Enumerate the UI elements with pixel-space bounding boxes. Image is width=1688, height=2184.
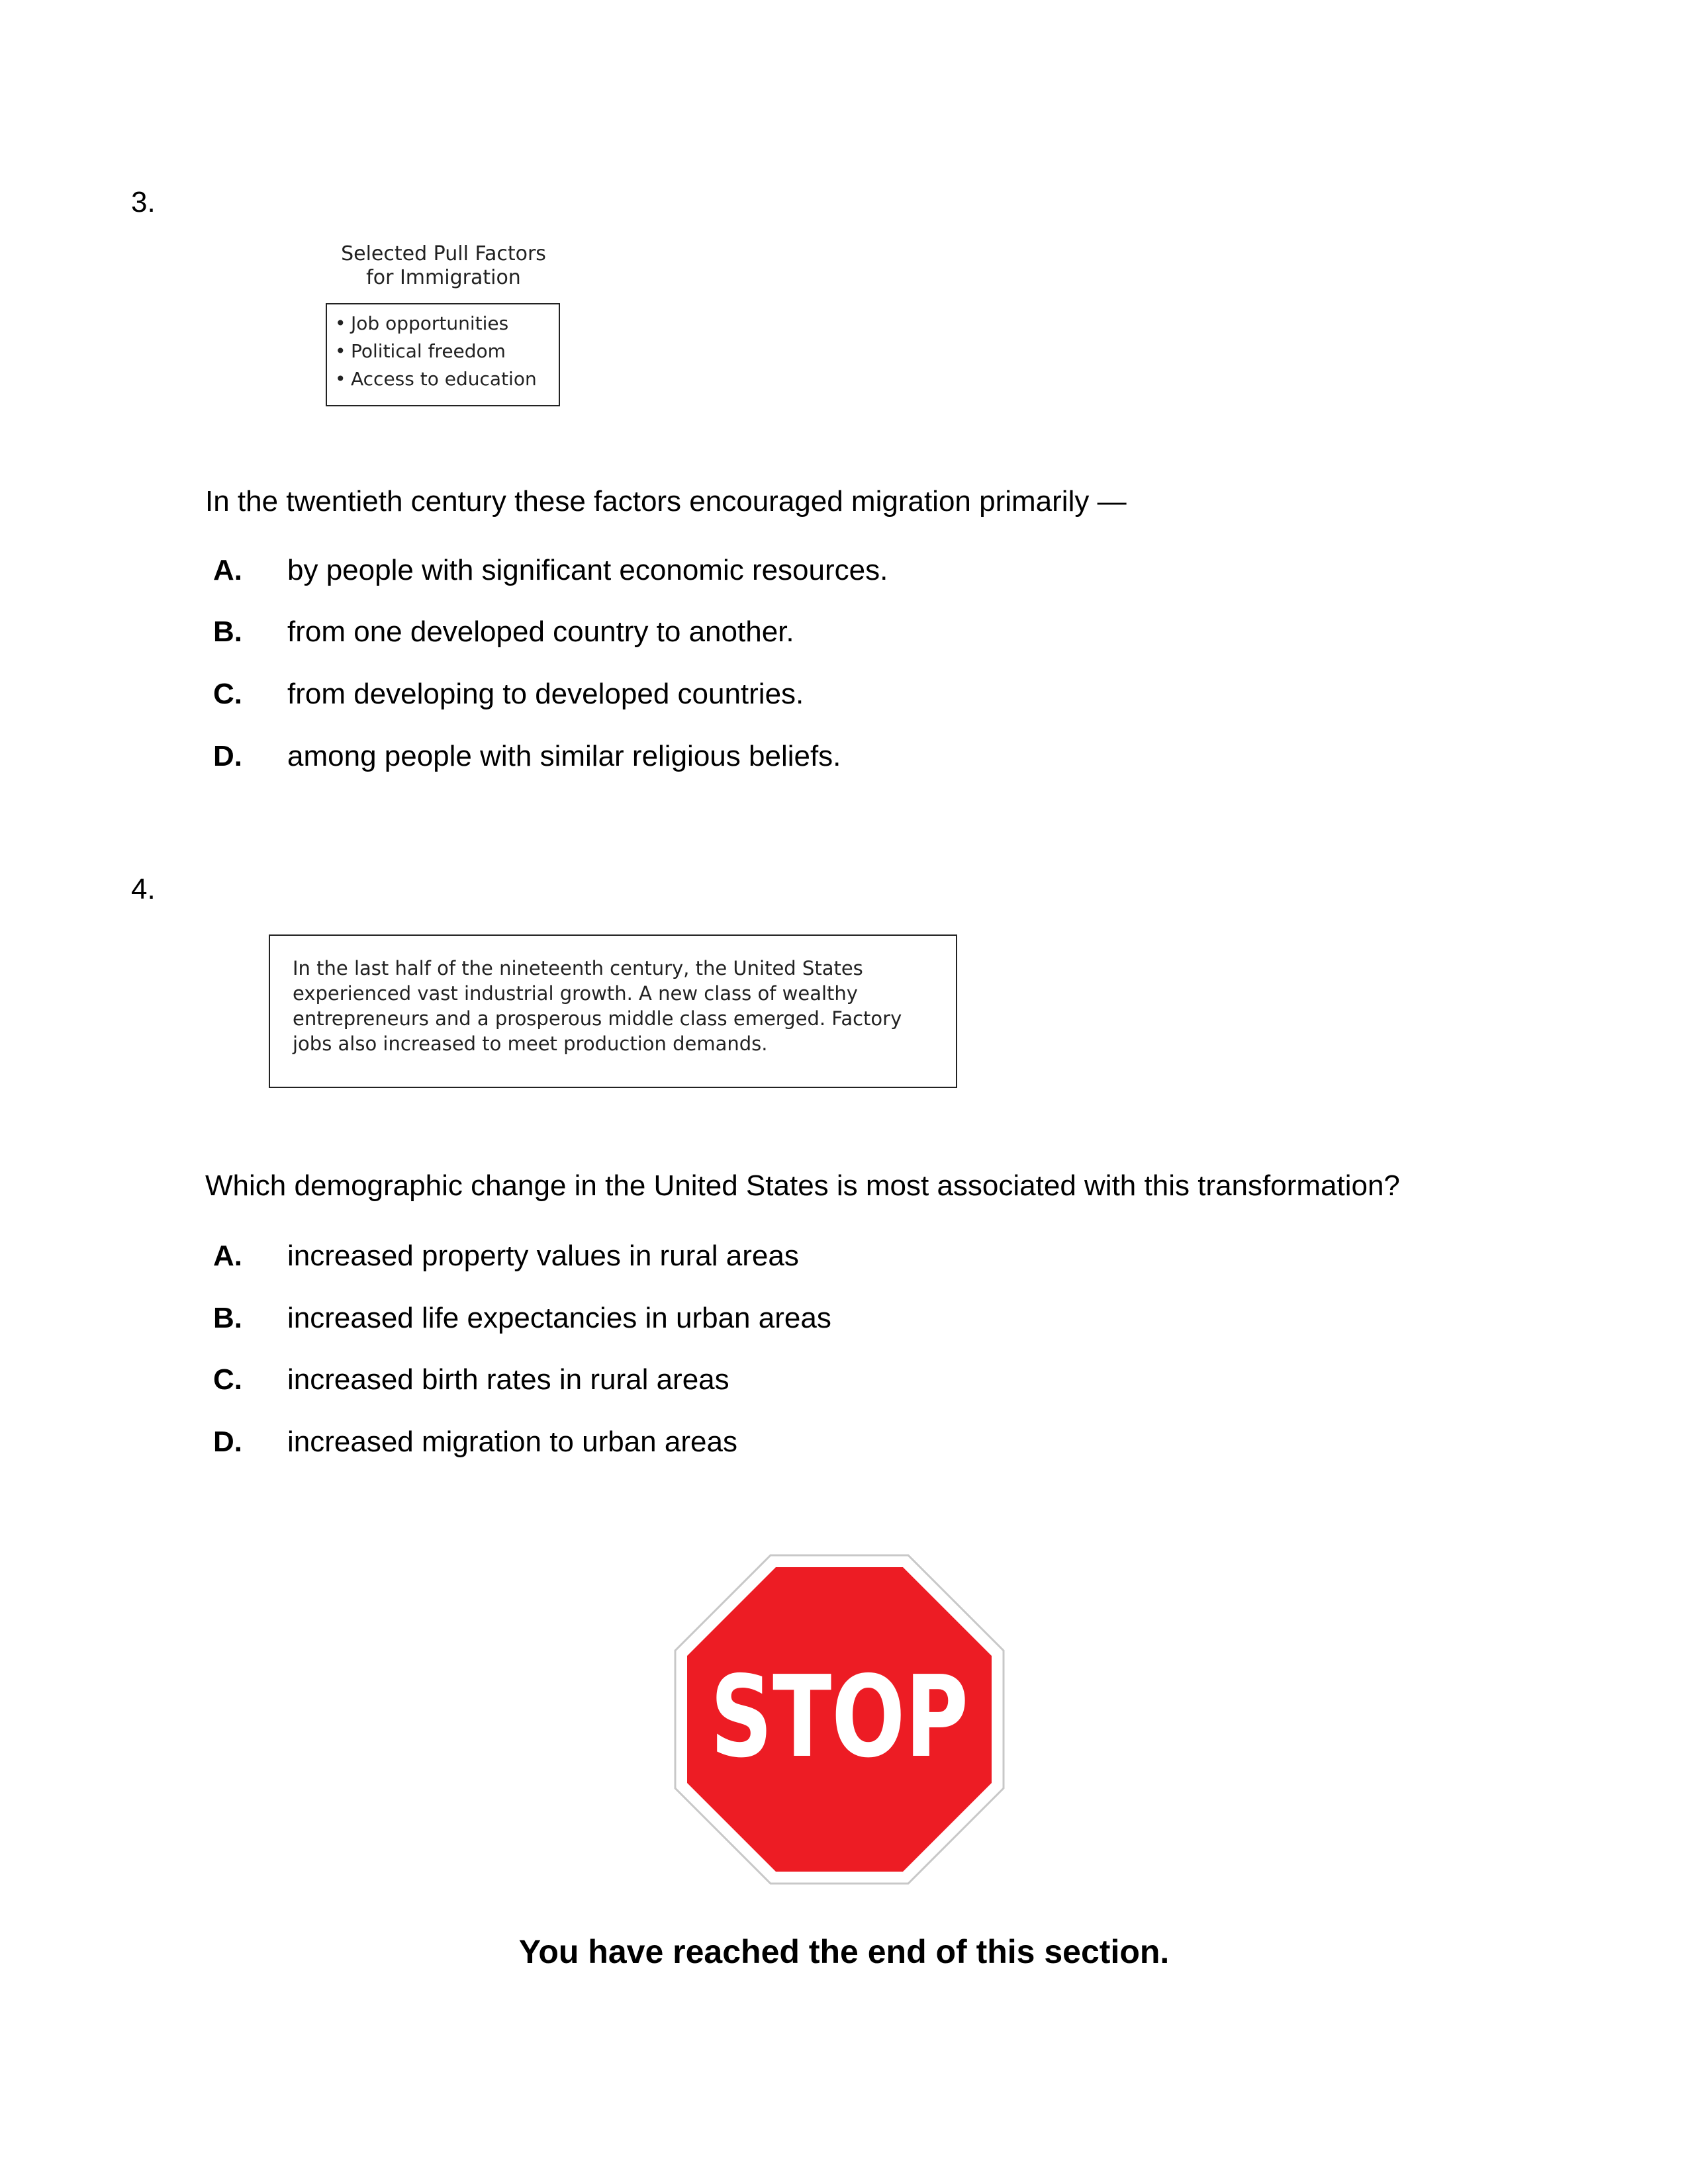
choice-letter: B. xyxy=(213,615,242,648)
choice-letter: C. xyxy=(213,1363,242,1396)
stimulus-title-line: for Immigration xyxy=(366,266,521,289)
stop-sign-icon xyxy=(674,1554,1005,1885)
choice-text: by people with significant economic resources. xyxy=(287,554,888,586)
question-number: 4. xyxy=(131,873,156,905)
choice-text: increased birth rates in rural areas xyxy=(287,1363,729,1396)
choice-text: from one developed country to another. xyxy=(287,615,794,648)
choice-letter: A. xyxy=(213,554,242,586)
choice-letter: A. xyxy=(213,1240,242,1272)
passage-line: entrepreneurs and a prosperous middle class emerged. Factory xyxy=(293,1007,902,1030)
passage-line: jobs also increased to meet production demands. xyxy=(293,1032,768,1055)
pull-factors-box xyxy=(326,303,560,406)
choice-letter: C. xyxy=(213,678,242,710)
passage-line: In the last half of the nineteenth century, the United States xyxy=(293,957,863,979)
choice-letter: D. xyxy=(213,740,242,772)
question-stem: Which demographic change in the United States is most associated with this transformation? xyxy=(205,1169,1400,1202)
choice-letter: B. xyxy=(213,1302,242,1334)
question-number: 3. xyxy=(131,186,156,218)
choice-text: increased property values in rural areas xyxy=(287,1240,799,1272)
choice-text: from developing to developed countries. xyxy=(287,678,804,710)
stimulus-title xyxy=(324,242,563,290)
list-item: • Job opportunities xyxy=(331,310,555,338)
choice-text: increased life expectancies in urban areas xyxy=(287,1302,831,1334)
choice-text: increased migration to urban areas xyxy=(287,1426,737,1458)
stop-sign-label: STOP xyxy=(710,1652,968,1783)
passage-box xyxy=(269,934,957,1088)
list-item: • Political freedom xyxy=(331,338,555,365)
list-item: • Access to education xyxy=(331,365,555,393)
stimulus-title-line: Selected Pull Factors xyxy=(341,242,546,265)
passage-line: experienced vast industrial growth. A new class of wealthy xyxy=(293,982,858,1005)
end-of-section-message: You have reached the end of this section. xyxy=(518,1933,1170,1970)
choice-text: among people with similar religious beliefs. xyxy=(287,740,841,772)
question-stem: In the twentieth century these factors encouraged migration primarily — xyxy=(205,485,1127,518)
choice-letter: D. xyxy=(213,1426,242,1458)
pull-factors-list xyxy=(331,310,555,393)
